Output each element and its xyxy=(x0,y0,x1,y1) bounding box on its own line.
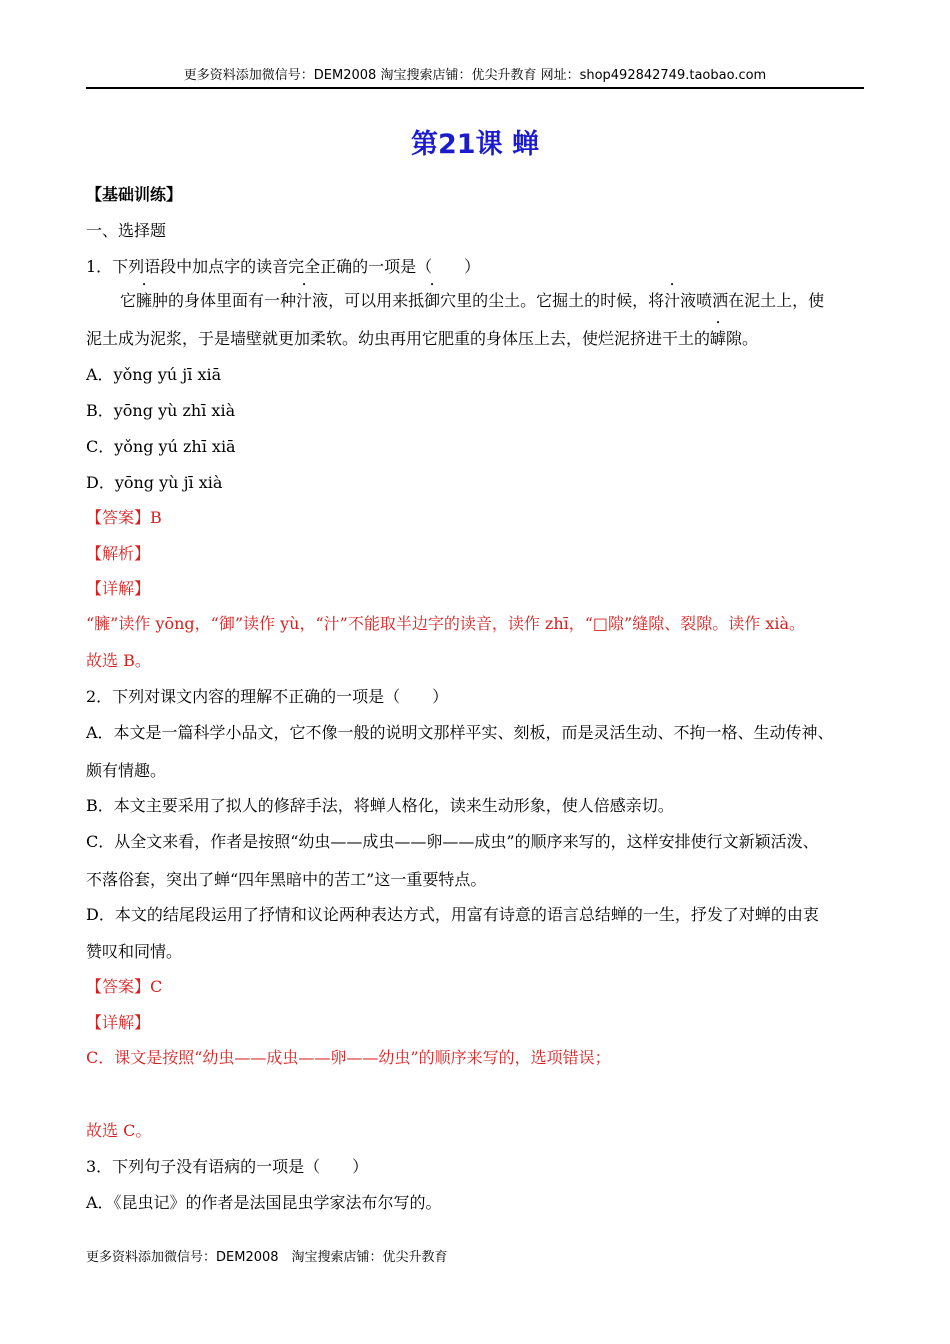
q2-answer: 【答案】C xyxy=(86,977,163,996)
q1-option-d: D．yōng yù jī xià xyxy=(86,473,223,492)
dotted-char: 御 xyxy=(424,291,441,310)
q3-stem: 3．下列句子没有语病的一项是（ ） xyxy=(86,1157,369,1176)
paragraph-mark xyxy=(86,1076,90,1080)
q2-detail-label: 【详解】 xyxy=(86,1013,151,1032)
q1-detail-label: 【详解】 xyxy=(86,579,151,598)
dotted-char: 汁 xyxy=(296,291,313,310)
passage-text: 液，可以用来抵 xyxy=(312,291,425,310)
passage-text: 穴里的尘土。它掘土的时候，将 xyxy=(440,291,665,310)
passage-text: 它 xyxy=(120,291,137,310)
passage-text: 液喷洒在泥土上，使 xyxy=(680,291,825,310)
q2-stem: 2．下列对课文内容的理解不正确的一项是（ ） xyxy=(86,687,449,706)
q2-option-d-line-1: D．本文的结尾段运用了抒情和议论两种表达方式，用富有诗意的语言总结蝉的一生，抒发了对蝉的由衷 xyxy=(86,905,819,924)
passage-text: 隙。 xyxy=(726,329,759,348)
dotted-char: 罅 xyxy=(710,329,727,348)
q2-option-c-line-2: 不落俗套，突出了蝉“四年黑暗中的苦工”这一重要特点。 xyxy=(86,870,487,889)
q1-analysis-label: 【解析】 xyxy=(86,544,151,563)
q2-option-a-line-2: 颇有情趣。 xyxy=(86,761,167,780)
page-footer: 更多资料添加微信号：DEM2008 淘宝搜索店铺：优尖升教育 xyxy=(86,1250,448,1265)
section-heading: 【基础训练】 xyxy=(86,185,183,204)
part-heading: 一、选择题 xyxy=(86,221,167,240)
q1-passage-line-1 xyxy=(86,290,864,312)
q2-option-c-line-1: C．从全文来看，作者是按照“幼虫——成虫——卵——成虫”的顺序来写的，这样安排使行文新颖活泼、 xyxy=(86,832,819,851)
q2-option-d-line-2: 赞叹和同情。 xyxy=(86,942,183,961)
q2-conclusion: 故选 C。 xyxy=(86,1121,152,1140)
dotted-char: 臃 xyxy=(136,291,153,310)
q1-option-b: B．yōng yù zhī xià xyxy=(86,401,236,420)
q1-stem: 1．下列语段中加点字的读音完全正确的一项是（ ） xyxy=(86,257,481,276)
q1-option-c: C．yǒng yú zhī xiā xyxy=(86,437,236,456)
passage-text: 泥土成为泥浆，于是墙壁就更加柔软。幼虫再用它肥重的身体压上去，使烂泥挤进干土的 xyxy=(86,329,711,348)
lesson-title: 第21课 蝉 xyxy=(411,129,539,160)
q3-option-a: A．《昆虫记》的作者是法国昆虫学家法布尔写的。 xyxy=(86,1193,442,1212)
q1-explanation: “臃”读作 yōng，“御”读作 yù，“汁”不能取半边字的读音，读作 zhī，“□隙”缝隙、裂隙。读作 xià。 xyxy=(86,614,805,633)
q2-explanation: C．课文是按照“幼虫——成虫——卵——幼虫”的顺序来写的，选项错误； xyxy=(86,1048,611,1067)
dotted-char: 汁 xyxy=(664,291,681,310)
page-header: 更多资料添加微信号：DEM2008 淘宝搜索店铺：优尖升教育 网址：shop492842749.taobao.com xyxy=(183,68,767,83)
passage-text: 肿的身体里面有一种 xyxy=(152,291,297,310)
q2-option-b: B．本文主要采用了拟人的修辞手法，将蝉人格化，读来生动形象，使人倍感亲切。 xyxy=(86,796,674,815)
q2-option-a-line-1: A．本文是一篇科学小品文，它不像一般的说明文那样平实、刻板，而是灵活生动、不拘一格、生动传神、 xyxy=(86,723,834,742)
header-divider xyxy=(86,87,864,89)
q1-option-a: A．yǒng yú jī xiā xyxy=(86,365,222,384)
q1-conclusion: 故选 B。 xyxy=(86,651,151,670)
q1-passage-line-2 xyxy=(86,328,864,350)
q1-answer: 【答案】B xyxy=(86,508,162,527)
